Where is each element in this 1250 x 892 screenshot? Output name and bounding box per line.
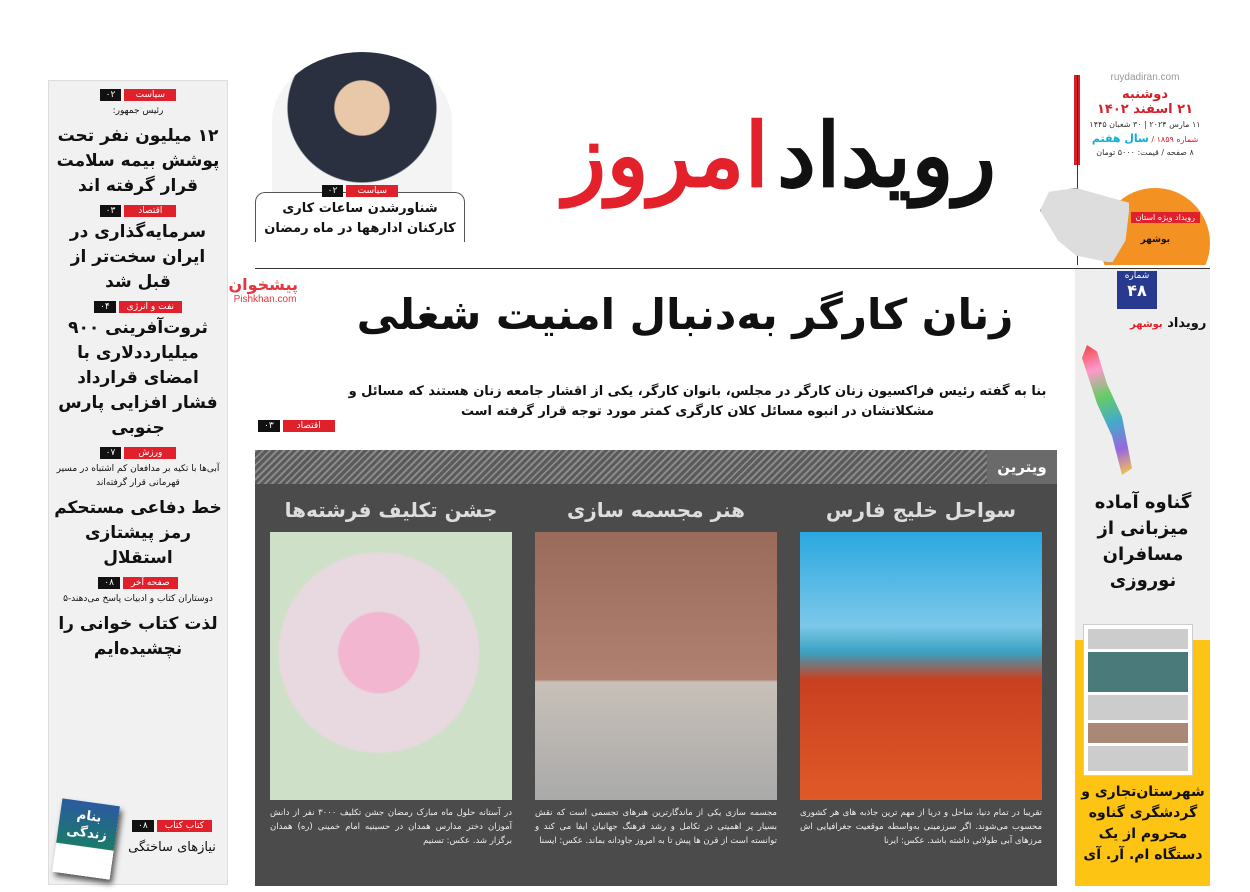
supplement-issue-badge bbox=[1117, 271, 1157, 309]
vitrin-item[interactable] bbox=[800, 488, 1042, 848]
vitrin-title: جشن تکلیف فرشته‌ها bbox=[284, 498, 498, 522]
lead-paragraph: بنا به گفته رئیس فراکسیون زنان کارگر در مجلس، بانوان کارگر، یکی از اقشار جامعه زنان هستند که مسائل و مشکلاتشان در انبوه مسائل کلان کارگری کمتر مورد توجه قرار گرفته است bbox=[348, 384, 1047, 419]
weekday: دوشنبه bbox=[1121, 87, 1169, 102]
logo-red: امروز bbox=[563, 103, 769, 207]
kicker: رئیس جمهور: bbox=[112, 106, 164, 116]
coast-photo bbox=[800, 532, 1042, 800]
year: سال هفتم bbox=[1091, 132, 1149, 145]
left-news-column bbox=[48, 80, 228, 885]
news-headline[interactable]: خط دفاعی مستحکم رمز پیشتازی استقلال bbox=[54, 498, 222, 568]
province-label: رویداد ویژه استان bbox=[1131, 212, 1200, 223]
vitrin-title: سواحل خلیج فارس bbox=[825, 498, 1017, 522]
section-page: ۰۳ bbox=[100, 205, 122, 217]
section-category: سیاست bbox=[124, 89, 176, 101]
section-page: ۰۸ bbox=[132, 820, 154, 832]
iran-map-icon bbox=[1040, 188, 1130, 263]
top-story-title: شناورشدن ساعات کاری کارکنان ادارهها در ماه رمضان bbox=[264, 201, 456, 236]
book-cover: بنام زندگی bbox=[52, 798, 120, 879]
section-tag bbox=[125, 820, 219, 832]
section-tag bbox=[49, 577, 227, 589]
section-page: ۰۳ bbox=[258, 420, 280, 432]
news-headline[interactable]: لذت کتاب خوانی را نچشیده‌ایم bbox=[58, 614, 218, 659]
vitrin-item[interactable] bbox=[535, 488, 777, 848]
section-category: اقتصاد bbox=[124, 205, 176, 217]
book-info bbox=[125, 820, 219, 858]
supplement-headline[interactable]: گناوه آماده میزبانی از مسافران نوروزی bbox=[1094, 492, 1192, 591]
section-page: ۰۲ bbox=[322, 185, 344, 197]
book-feature bbox=[49, 796, 227, 884]
book-title[interactable]: نیازهای ساختگی bbox=[128, 840, 216, 855]
price: ۸ صفحه / قیمت: ۵۰۰۰ تومان bbox=[1096, 148, 1194, 157]
portrait-photo bbox=[272, 52, 452, 192]
news-headline[interactable]: سرمایه‌گذاری در ایران سخت‌تر از قبل شد bbox=[69, 222, 207, 292]
issue-info bbox=[1085, 72, 1205, 157]
supplement-headline[interactable]: شهرستان‌تجاری و گردشگری گناوه محروم از یک دستگاه ام. آر. آی bbox=[1081, 784, 1205, 863]
supplement-logo bbox=[1130, 316, 1206, 331]
vitrin-label: ویترین bbox=[987, 450, 1057, 484]
logo-black: رویداد bbox=[776, 103, 997, 207]
section-category: صفحه آخر bbox=[123, 577, 178, 589]
main-headline[interactable]: زنان کارگر به‌دنبال امنیت شغلی bbox=[356, 290, 1014, 339]
date: ۲۱ اسفند ۱۴۰۲ bbox=[1096, 102, 1194, 117]
kicker: دوستاران کتاب و ادبیات پاسخ می‌دهند-۵ bbox=[63, 594, 213, 604]
section-tag bbox=[49, 447, 227, 459]
vitrin-caption: تقریبا در تمام دنیا، ساحل و دریا از مهم ترین جاذبه های هر کشوری محسوب می‌شوند. اگر سرزمینی به‌واسطه موقعیت جغرافیایی اش مرزهای آبی طولانی داشته باشد. عکس: ایرنا bbox=[800, 808, 1042, 846]
vitrin-header bbox=[255, 450, 1057, 484]
logo-sub: بوشهر bbox=[1130, 319, 1163, 330]
logo-main: رویداد bbox=[1167, 316, 1207, 331]
issue-number: شماره ۱۸۵۹ / bbox=[1151, 135, 1199, 144]
section-category: کتاب کتاب bbox=[157, 820, 212, 832]
section-page: ۰۷ bbox=[100, 447, 122, 459]
masthead-logo bbox=[490, 95, 1070, 215]
province-name: بوشهر bbox=[1140, 235, 1170, 245]
section-tag bbox=[49, 89, 227, 101]
section-page: ۰۲ bbox=[100, 89, 122, 101]
top-story[interactable] bbox=[255, 186, 465, 242]
alt-dates: ۱۱ مارس ۲۰۲۴ | ۳۰ شعبان ۱۴۴۵ bbox=[1089, 120, 1201, 129]
vitrin-item[interactable] bbox=[270, 488, 512, 848]
vitrin-caption: در آستانه حلول ماه مبارک رمضان جشن تکلیف ۳۰۰۰ نفر از دانش آموزان دختر مدارس همدان در حسینیه امام خمینی (ره) همدان برگزار شد. عکس: تسنیم bbox=[270, 808, 512, 846]
website: ruydadiran.com bbox=[1110, 72, 1180, 83]
ceremony-photo bbox=[270, 532, 512, 800]
divider bbox=[255, 268, 1210, 269]
section-category: اقتصاد bbox=[283, 420, 335, 432]
section-tag bbox=[256, 185, 464, 197]
issue-label: شماره bbox=[1124, 271, 1150, 281]
issue-value: ۴۸ bbox=[1127, 281, 1147, 300]
section-page: ۰۴ bbox=[94, 301, 116, 313]
watermark bbox=[228, 275, 298, 306]
page-thumbnail[interactable] bbox=[1083, 624, 1193, 776]
section-category: نفت و انرژی bbox=[119, 301, 182, 313]
sculpture-photo bbox=[535, 532, 777, 800]
vitrin-caption: مجسمه سازی یکی از ماندگارترین هنرهای تجسمی است که نقش بسیار پر اهمیتی در تکامل و رشد فرهنگ جهانیان ایفا می کند و توانسته است از قرن ها پیش تا به امروز جاودانه بماند. عکس: ایسنا bbox=[535, 808, 777, 846]
section-page: ۰۸ bbox=[98, 577, 120, 589]
vitrin-section bbox=[255, 450, 1057, 886]
section-category: سیاست bbox=[346, 185, 398, 197]
section-tag bbox=[49, 205, 227, 217]
kicker: آبی‌ها با تکیه بر مدافعان کم اشتباه در مسیر قهرمانی قرار گرفته‌اند bbox=[56, 464, 220, 488]
watermark-fa: پیشخوان bbox=[228, 275, 298, 294]
section-tag bbox=[49, 301, 227, 313]
vitrin-title: هنر مجسمه سازی bbox=[566, 498, 746, 522]
watermark-en: Pishkhan.com bbox=[233, 294, 297, 305]
section-category: ورزش bbox=[124, 447, 176, 459]
news-headline[interactable]: ثروت‌آفرینی ۹۰۰ میلیارددلاری با امضای قرارداد فشار افزایی پارس جنوبی bbox=[58, 318, 218, 438]
section-tag bbox=[258, 420, 335, 432]
province-map bbox=[1040, 180, 1210, 265]
news-headline[interactable]: ۱۲ میلیون نفر تحت پوشش بیمه سلامت قرار گرفته اند bbox=[56, 126, 220, 196]
